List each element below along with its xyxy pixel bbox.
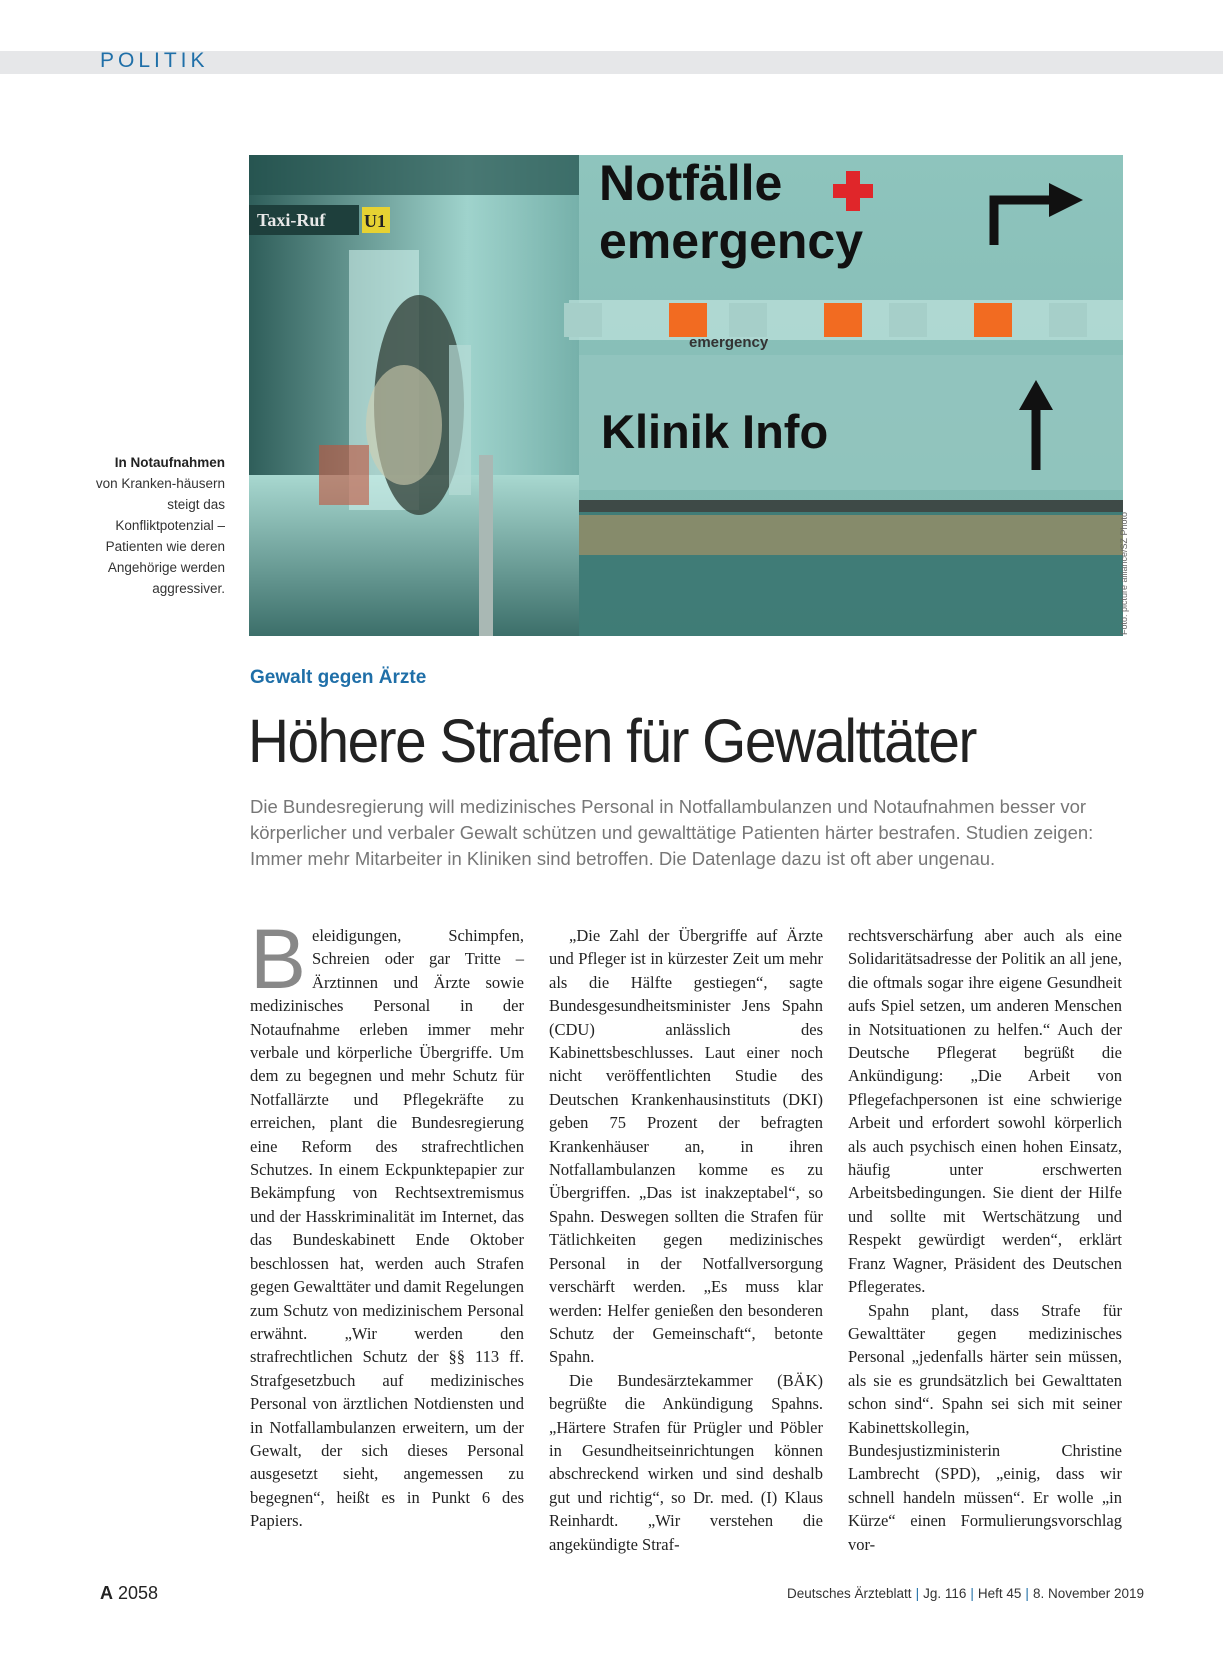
article-kicker: Gewalt gegen Ärzte xyxy=(250,667,427,688)
photo-credit: Foto: picture alliance/SZ Photo xyxy=(1119,511,1129,635)
page-number xyxy=(100,1583,158,1604)
journal-issue: Heft 45 xyxy=(977,1586,1022,1601)
article-photo xyxy=(249,155,1123,636)
section-label: POLITIK xyxy=(100,49,209,72)
caption-bold: In Notaufnahmen xyxy=(114,455,225,470)
journal-volume: Jg. 116 xyxy=(923,1586,967,1601)
journal-info: Deutsches Ärzteblatt | Jg. 116 | Heft 45 | 8. November 2019 xyxy=(787,1586,1145,1601)
taxi-sign-text: Taxi-Ruf xyxy=(257,210,326,230)
article-column-3 xyxy=(848,924,1122,1556)
taxi-code-text: U1 xyxy=(364,211,386,231)
caption-text: von Kranken-häusern steigt das Konfliktpotenzial – Patienten wie deren Angehörige werden aggressiver. xyxy=(95,476,225,596)
journal-name: Deutsches Ärzteblatt xyxy=(787,1586,912,1601)
sign-notfaelle: Notfälle xyxy=(599,155,783,211)
sign-emergency: emergency xyxy=(599,213,864,269)
column-2-paragraph-2: Die Bundesärztekammer (BÄK) begrüßte die Ankündigung Spahns. „Härtere Strafen für Prügler und Pöbler in Gesundheitseinrichtungen können abschreckend wirken und sind deshalb gut und richtig“, so Dr. med. (I) Klaus Reinhardt. „Wir verstehen die angekündigte Straf- xyxy=(549,1370,823,1554)
drop-cap: B xyxy=(250,912,307,1006)
photo-caption xyxy=(90,452,225,599)
column-2-paragraph-1: „Die Zahl der Übergriffe auf Ärzte und Pfleger ist in kürzester Zeit um mehr als die Hälfte gestiegen“, sagte Bundesgesundheitsminister Jens Spahn (CDU) anlässlich des Kabinettsbeschlusses. Laut einer noch nicht veröffentlichten Studie des Deutschen Krankenhausinstituts (DKI) geben 75 Prozent der befragten Krankenhäuser an, in ihren Notfallambulanzen komme es zu Übergriffen. „Das ist inakzeptabel“, so Spahn. Deswegen sollten die Strafen für Tätlichkeiten gegen medizinisches Personal in der Notfallversorgung verschärft werden. „Es muss klar werden: Helfer genießen den besonderen Schutz der Gemeinschaft“, betonte Spahn. xyxy=(549,926,823,1367)
column-1-paragraph-1: eleidigungen, Schimpfen, Schreien oder gar Tritte – Ärztinnen und Ärzte sowie medizinisches Personal in der Notaufnahme erleben immer mehr verbale und körperliche Übergriffe. Um dem zu begegnen und mehr Schutz für Notfallärzte und Pflegekräfte zu erreichen, plant die Bundesregierung eine Reform des strafrechtlichen Schutzes. In einem Eckpunktepapier zur Bekämpfung von Rechtsextremismus und der Hasskriminalität im Internet, das das Bundeskabinett Ende Oktober beschlossen hat, werden auch Strafen gegen Gewalttäter und damit Regelungen zum Schutz von medizinischem Personal erwähnt. „Wir werden den strafrechtlichen Schutz der §§ 113 ff. Strafgesetzbuch auf medizinisches Personal von ärztlichen Notdiensten und in Notfallambulanzen erweitern, um der Gewalt, der sich dieses Personal ausgesetzt sieht, angemessen zu begegnen“, heißt es in Punkt 6 des Papiers. xyxy=(250,926,524,1531)
journal-date: 8. November 2019 xyxy=(1032,1586,1145,1601)
article-lead: Die Bundesregierung will medizinisches Personal in Notfallambulanzen und Notaufnahmen besser vor körperlicher und verbaler Gewalt schützen und gewalttätige Patienten härter bestrafen. Studien zeigen: Immer mehr Mitarbeiter in Kliniken sind betroffen. Die Datenlage dazu ist oft aber ungenau. xyxy=(250,796,1094,869)
sign-emergency-small: emergency xyxy=(689,334,769,351)
page-prefix: A xyxy=(100,1583,113,1603)
article-column-2 xyxy=(549,924,823,1556)
column-3-paragraph-1: rechtsverschärfung aber auch als eine Solidaritätsadresse der Politik an all jene, die oftmals sogar ihre eigene Gesundheit aufs Spiel setzen, um anderen Menschen in Notsituationen zu helfen.“ Auch der Deutsche Pflegerat begrüßt die Ankündigung: „Die Arbeit von Pflegefachpersonen ist eine schwierige Arbeit und erfordert sowohl körperlich als auch psychisch einen hohen Einsatz, häufig unter erschwerten Arbeitsbedingungen. Sie dient der Hilfe und sollte mit Wertschätzung und Respekt gewürdigt werden“, erklärt Franz Wagner, Präsident des Deutschen Pflegerates. xyxy=(848,926,1122,1297)
sign-klinik-info: Klinik Info xyxy=(601,405,829,458)
column-3-paragraph-2: Spahn plant, dass Strafe für Gewalttäter gegen medizinisches Personal „jedenfalls härter sein müssen, als sie es grundsätzlich bei Gewalttaten schon sind“. Spahn sei sich mit seiner Kabinettskollegin, Bundesjustizministerin Christine Lambrecht (SPD), „einig, dass wir schnell handeln müssen“. Er wolle „in Kürze“ einen Formulierungsvorschlag vor- xyxy=(848,1300,1122,1554)
page-number-value: 2058 xyxy=(118,1583,159,1603)
article-column-1 xyxy=(250,912,524,1533)
article-headline: Höhere Strafen für Gewalttäter xyxy=(248,707,976,775)
